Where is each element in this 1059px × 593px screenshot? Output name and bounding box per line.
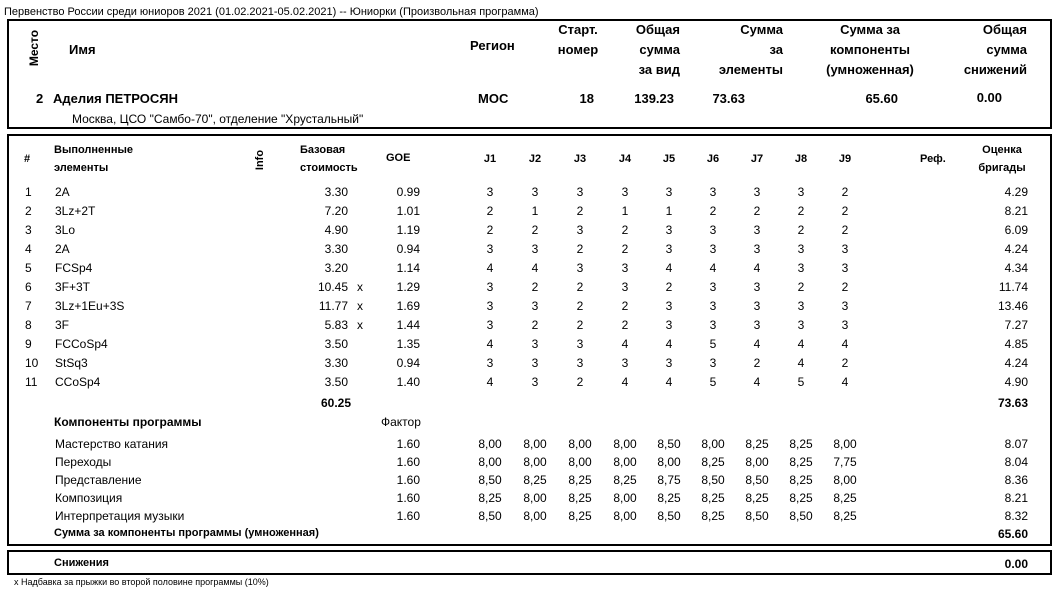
judge-mark: 8,00 [523,437,547,451]
element-base-value: 7.20 [324,204,348,218]
judge-header: J1 [483,153,497,165]
element-num-header: # [24,153,31,165]
judge-mark: 8,00 [478,455,502,469]
skater-components: 65.60 [865,91,898,106]
components-header: Компоненты программы [54,415,202,429]
judge-grade: 2 [576,280,584,294]
element-code: 3F [55,318,70,332]
judge-grade: 4 [665,375,673,389]
judge-mark: 8,00 [613,455,637,469]
judge-mark: 8,00 [523,509,547,523]
judge-grade: 3 [709,280,717,294]
event-title: Первенство России среди юниоров 2021 (01.02.2021-05.02.2021) -- Юниорки (Произвольная программа) [4,6,539,18]
element-panel-score: 4.29 [1004,185,1028,199]
judge-header: J7 [750,153,764,165]
element-base-value: 3.20 [324,261,348,275]
judge-mark: 8,25 [701,509,725,523]
element-base-value: 5.83 [324,318,348,332]
judge-grade: 3 [709,223,717,237]
judge-grade: 3 [753,280,761,294]
element-panel-score: 7.27 [1004,318,1028,332]
judge-grade: 3 [709,318,717,332]
judge-grade: 3 [531,337,539,351]
element-code: 3F+3T [55,280,91,294]
component-score: 8.21 [1004,491,1028,505]
element-number: 6 [25,280,32,294]
judge-mark: 8,00 [478,437,502,451]
judge-grade: 3 [665,242,673,256]
component-row [0,455,1059,473]
element-goe: 1.19 [396,223,420,237]
judge-grade: 2 [841,223,849,237]
element-code: StSq3 [55,356,88,370]
element-base-value: 3.30 [324,185,348,199]
judge-grade: 4 [665,337,673,351]
element-code: FCCoSp4 [55,337,108,351]
judge-mark: 8,25 [478,491,502,505]
judge-mark: 8,00 [523,491,547,505]
judge-mark: 8,00 [745,455,769,469]
judge-grade: 2 [841,204,849,218]
judge-grade: 2 [841,356,849,370]
judge-grade: 3 [841,299,849,313]
element-code: FCSp4 [55,261,93,275]
judge-mark: 8,50 [789,509,813,523]
judge-grade: 3 [709,242,717,256]
element-row [0,261,1059,279]
judge-mark: 8,00 [613,437,637,451]
judge-mark: 7,75 [833,455,857,469]
judge-grade: 3 [841,261,849,275]
judge-mark: 8,00 [568,437,592,451]
judge-grade: 4 [486,261,494,275]
judge-grade: 3 [531,185,539,199]
judge-grade: 3 [576,261,584,275]
element-number: 11 [25,375,38,389]
judge-grade: 3 [665,356,673,370]
judge-grade: 3 [486,318,494,332]
judge-grade: 3 [797,242,805,256]
element-goe: 1.40 [396,375,420,389]
component-score: 8.07 [1004,437,1028,451]
judge-mark: 8,25 [568,509,592,523]
element-row [0,356,1059,374]
judge-mark: 8,25 [789,455,813,469]
judge-grade: 3 [709,356,717,370]
judge-mark: 8,00 [568,455,592,469]
judge-grade: 3 [531,242,539,256]
element-panel-score: 4.90 [1004,375,1028,389]
element-base-value: 11.77 [318,299,348,313]
judge-grade: 2 [486,204,494,218]
element-code: 2A [55,185,70,199]
judge-grade: 3 [753,242,761,256]
element-base-value: 4.90 [324,223,348,237]
components-score-header: Сумма за компоненты (умноженная) [826,22,914,77]
judge-grade: 2 [621,318,629,332]
judge-mark: 8,25 [568,491,592,505]
goe-header: GOE [386,152,411,164]
components-total-value: 65.60 [997,527,1028,541]
judge-grade: 3 [531,356,539,370]
judge-grade: 3 [576,223,584,237]
judge-grade: 3 [621,356,629,370]
deductions-header: Общая сумма снижений [963,22,1027,77]
judge-grade: 2 [531,223,539,237]
deductions-value: 0.00 [1004,557,1028,571]
judge-grade: 3 [797,185,805,199]
skater-deductions: 0.00 [976,90,1002,105]
judge-grade: 3 [797,261,805,275]
skater-club: Москва, ЦСО "Самбо-70", отделение "Хрустальный" [72,112,364,126]
elements-score-header: Сумма за элементы [718,22,783,77]
judge-grade: 4 [753,261,761,275]
element-goe: 0.94 [396,356,420,370]
judge-grade: 1 [665,204,673,218]
judge-grade: 3 [531,299,539,313]
component-row [0,491,1059,509]
judge-grade: 3 [797,318,805,332]
element-row [0,318,1059,336]
judge-grade: 3 [486,280,494,294]
judge-grade: 3 [576,337,584,351]
judge-grade: 3 [665,299,673,313]
panel-score-header: Оценка бригады [978,144,1026,174]
element-panel-score: 6.09 [1004,223,1028,237]
judge-grade: 4 [841,337,849,351]
judge-grade: 4 [621,375,629,389]
element-row [0,242,1059,260]
judge-grade: 3 [753,223,761,237]
judge-grade: 3 [841,242,849,256]
judge-mark: 8,00 [833,437,857,451]
skater-elements: 73.63 [712,91,745,106]
judge-grade: 5 [797,375,805,389]
elements-total: 73.63 [997,396,1028,410]
judge-mark: 8,00 [657,455,681,469]
element-number: 1 [25,185,32,199]
footnote: x Надбавка за прыжки во второй половине программы (10%) [14,577,269,587]
judge-grade: 3 [753,299,761,313]
element-row [0,223,1059,241]
component-row [0,509,1059,527]
judge-grade: 2 [576,318,584,332]
element-goe: 1.29 [396,280,420,294]
start-no-header: Старт. номер [557,22,599,57]
component-row [0,473,1059,491]
element-number: 4 [25,242,32,256]
bonus-marker: x [357,280,363,294]
element-base-value: 10.45 [317,280,348,294]
judge-mark: 8,50 [478,473,502,487]
judge-grade: 2 [753,204,761,218]
element-number: 10 [25,356,39,370]
judge-grade: 2 [486,223,494,237]
judge-grade: 3 [486,185,494,199]
judge-grade: 2 [841,280,849,294]
element-goe: 1.44 [396,318,420,332]
skater-start-no: 18 [579,91,594,106]
component-factor: 1.60 [396,491,420,505]
component-name: Мастерство катания [55,437,169,451]
judge-grade: 2 [709,204,717,218]
judge-grade: 2 [797,280,805,294]
judge-mark: 8,50 [657,437,681,451]
judge-grade: 2 [621,299,629,313]
judge-mark: 8,25 [523,473,547,487]
base-total: 60.25 [320,396,351,410]
element-row [0,299,1059,317]
judge-grade: 3 [621,261,629,275]
judge-grade: 2 [797,204,805,218]
judge-grade: 4 [486,375,494,389]
judge-grade: 2 [531,280,539,294]
judge-mark: 8,50 [745,509,769,523]
judge-grade: 4 [486,337,494,351]
judge-mark: 8,50 [478,509,502,523]
element-row [0,280,1059,298]
components-total-label: Сумма за компоненты программы (умноженная) [54,527,319,539]
element-base-value: 3.50 [324,375,348,389]
judge-grade: 3 [665,185,673,199]
judge-grade: 4 [797,356,805,370]
element-row [0,375,1059,393]
name-header: Имя [69,42,96,57]
element-code: 3Lz+1Eu+3S [55,299,125,313]
judge-header: J9 [838,153,852,165]
judge-grade: 3 [486,242,494,256]
judge-grade: 3 [841,318,849,332]
judge-header: J2 [528,153,542,165]
element-code: CCoSp4 [55,375,101,389]
component-name: Переходы [55,455,112,469]
judge-grade: 3 [665,318,673,332]
deductions-label: Снижения [54,557,109,569]
judge-mark: 8,50 [657,509,681,523]
component-factor: 1.60 [396,509,420,523]
skater-total: 139.23 [634,91,674,106]
total-score-header: Общая сумма за вид [635,22,680,77]
judge-mark: 8,00 [523,455,547,469]
judge-grade: 2 [531,318,539,332]
judge-header: J4 [618,153,632,165]
judge-grade: 3 [753,185,761,199]
element-code: 2A [55,242,70,256]
judge-grade: 4 [665,261,673,275]
place-header: Место [27,29,41,67]
element-base-value: 3.30 [324,356,348,370]
component-score: 8.36 [1004,473,1028,487]
judge-grade: 4 [753,375,761,389]
bonus-marker: x [357,299,363,313]
judge-grade: 4 [621,337,629,351]
judge-grade: 4 [531,261,539,275]
skater-name: Аделия ПЕТРОСЯН [53,91,179,106]
judge-grade: 3 [621,185,629,199]
judge-grade: 3 [576,356,584,370]
component-row [0,437,1059,455]
judge-mark: 8,75 [657,473,681,487]
judge-mark: 8,25 [789,473,813,487]
judge-grade: 3 [753,318,761,332]
element-panel-score: 8.21 [1004,204,1028,218]
judge-grade: 5 [709,337,717,351]
judge-mark: 8,00 [613,509,637,523]
element-base-value: 3.50 [324,337,348,351]
judge-mark: 8,25 [789,491,813,505]
judge-grade: 5 [709,375,717,389]
element-number: 7 [25,299,32,313]
element-number: 2 [25,204,32,218]
judge-mark: 8,25 [745,491,769,505]
judge-grade: 4 [797,337,805,351]
judge-grade: 2 [797,223,805,237]
bonus-marker: x [357,318,363,332]
element-goe: 1.69 [396,299,420,313]
judge-header: J8 [794,153,808,165]
region-header: Регион [470,38,515,53]
judge-grade: 2 [576,375,584,389]
skater-region: МОС [478,91,509,106]
judge-mark: 8,25 [789,437,813,451]
element-panel-score: 13.46 [997,299,1028,313]
judge-grade: 3 [486,299,494,313]
judge-mark: 8,00 [701,437,725,451]
judge-mark: 8,00 [833,473,857,487]
component-name: Интерпретация музыки [55,509,185,523]
judge-mark: 8,25 [833,491,857,505]
judge-mark: 8,25 [657,491,681,505]
element-number: 8 [25,318,32,332]
judge-grade: 3 [665,223,673,237]
judge-grade: 3 [709,299,717,313]
judge-grade: 3 [621,280,629,294]
judge-grade: 2 [621,242,629,256]
judge-grade: 2 [753,356,761,370]
judge-grade: 4 [709,261,717,275]
component-factor: 1.60 [396,455,420,469]
component-factor: 1.60 [396,437,420,451]
skater-place: 2 [36,91,44,106]
element-number: 3 [25,223,32,237]
judge-grade: 3 [531,375,539,389]
element-row [0,337,1059,355]
element-panel-score: 4.85 [1004,337,1028,351]
judge-grade: 4 [753,337,761,351]
element-code: 3Lo [55,223,76,237]
judge-header: J6 [706,153,720,165]
judge-mark: 8,25 [701,455,725,469]
judge-grade: 3 [576,185,584,199]
referee-header: Реф. [920,153,946,165]
factor-header: Фактор [381,415,421,429]
judge-grade: 3 [486,356,494,370]
component-name: Композиция [55,491,123,505]
deductions-box [7,550,1052,575]
element-panel-score: 4.34 [1004,261,1028,275]
component-score: 8.32 [1004,509,1028,523]
element-panel-score: 4.24 [1004,356,1028,370]
judge-grade: 2 [576,299,584,313]
element-goe: 0.94 [396,242,420,256]
element-number: 5 [25,261,32,275]
component-name: Представление [55,473,142,487]
judge-grade: 3 [797,299,805,313]
judge-grade: 2 [665,280,673,294]
base-value-header: Базовая стоимость [300,144,358,174]
judge-grade: 2 [841,185,849,199]
element-goe: 0.99 [396,185,420,199]
judge-mark: 8,25 [833,509,857,523]
judge-mark: 8,25 [568,473,592,487]
element-row [0,185,1059,203]
element-panel-score: 11.74 [998,280,1028,294]
judge-grade: 2 [621,223,629,237]
judge-grade: 4 [841,375,849,389]
judge-grade: 3 [709,185,717,199]
judge-grade: 1 [531,204,539,218]
judge-header: J5 [662,153,676,165]
judge-mark: 8,25 [745,437,769,451]
judge-grade: 2 [576,204,584,218]
judge-mark: 8,50 [745,473,769,487]
component-score: 8.04 [1004,455,1028,469]
element-number: 9 [25,337,32,351]
element-row [0,204,1059,222]
judge-mark: 8,00 [613,491,637,505]
judge-mark: 8,25 [701,491,725,505]
component-factor: 1.60 [396,473,420,487]
info-header: Info [254,149,266,171]
judge-grade: 1 [621,204,629,218]
judge-grade: 2 [576,242,584,256]
element-base-value: 3.30 [324,242,348,256]
element-code: 3Lz+2T [55,204,96,218]
element-goe: 1.14 [396,261,420,275]
element-panel-score: 4.24 [1004,242,1028,256]
element-goe: 1.35 [396,337,420,351]
element-name-header: Выполненные элементы [54,144,133,174]
judge-mark: 8,50 [701,473,725,487]
judge-header: J3 [573,153,587,165]
element-goe: 1.01 [396,204,420,218]
judge-mark: 8,25 [613,473,637,487]
